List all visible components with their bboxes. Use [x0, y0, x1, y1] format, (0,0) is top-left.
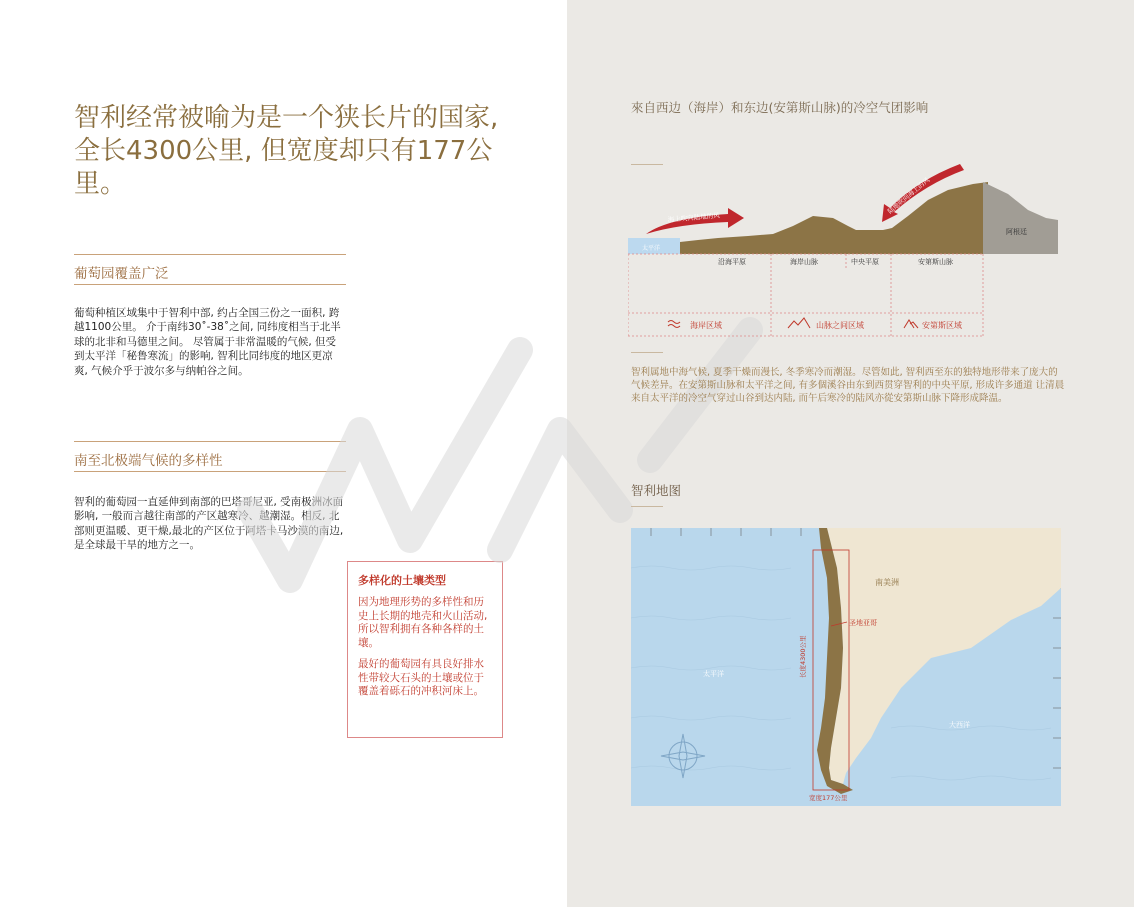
divider	[74, 284, 346, 285]
zone-label-coastal-plain: 沿海平原	[718, 258, 746, 266]
map-title-underline	[631, 506, 663, 507]
sea-label: 太平洋	[642, 245, 661, 252]
callout-heading: 多样化的土壤类型	[358, 574, 446, 587]
argentina-label: 阿根廷	[1006, 228, 1027, 236]
map-title: 智利地图	[631, 483, 682, 498]
wave-icon	[668, 321, 680, 328]
callout-paragraph-1: 因为地理形势的多样性和历史上长期的地壳和火山活动, 所以智利拥有各种各样的土壤。	[358, 596, 488, 649]
region-label-coast: 海岸区域	[690, 321, 722, 330]
section-body-vineyards: 葡萄种植区域集中于智利中部, 约占全国三份之一面积, 跨越1100公里。 介于南纬30˚-38˚之间, 同纬度相当于北半球的北非和马德里之间。 尽管属于非常温暖的气候, 但受到太平洋「秘鲁寒流」的影响, 智利比同纬度的地区更凉爽, 气候介乎于波尔多与纳帕谷之间。	[74, 307, 341, 377]
section-heading-climate: 南至北极端气候的多样性	[74, 453, 223, 469]
zone-label-andes: 安第斯山脉	[918, 258, 953, 266]
divider	[74, 254, 346, 255]
climate-paragraph: 智利属地中海气候, 夏季干燥而漫长, 冬季寒冷而潮湿。尽管如此, 智利西至东的独特地形带来了庞大的气候差异。在安第斯山脉和太平洋之间, 有多個溪谷由东到西贯穿智利的中央平原, 形成许多通道 让清晨来自太平洋的冷空气穿过山谷到达内陆, 而午后寒冷的陆风亦從安第斯山脉下降形成降温。	[631, 367, 1065, 404]
section-heading-vineyards: 葡萄园覆盖广泛	[74, 266, 169, 282]
region-label-between: 山脉之间区域	[816, 321, 864, 330]
chile-map	[631, 528, 1061, 806]
length-label: 长度4300公里	[799, 635, 807, 678]
callout-paragraph-2: 最好的葡萄园有具良好排水性带较大石头的土壤或位于覆盖着砾石的冲积河床上。	[358, 658, 484, 697]
page-title: 智利经常被喻为是一个狭长片的国家, 全长4300公里, 但宽度却只有177公里。	[74, 103, 499, 199]
south-america-label: 南美洲	[875, 578, 899, 587]
wind-label-west: 海上吹向陆地的风	[667, 211, 720, 224]
santiago-label: 圣地亚哥	[849, 619, 877, 627]
pacific-label: 太平洋	[703, 670, 724, 678]
region-label-andes: 安第斯区域	[922, 321, 962, 330]
zone-label-central-valley: 中央平原	[851, 258, 879, 266]
atlantic-label: 大西洋	[949, 721, 970, 729]
argentina-land	[983, 182, 1058, 254]
mountain-icon	[788, 318, 810, 328]
wind-label-east: 陆地吹向海上的风	[886, 175, 932, 216]
section-body-climate: 智利的葡萄园一直延伸到南部的巴塔哥尼亚, 受南极洲冰面影响, 一般而言越往南部的产区越寒冷、越潮湿。相反, 北部则更温暖、更干燥,最北的产区位于阿塔卡马沙漠的南边,是全球最干旱的地方之一。	[74, 496, 344, 552]
diagram-title: 來自西边（海岸）和东边(安第斯山脉)的冷空气团影响	[631, 100, 929, 115]
andes-icon	[904, 320, 918, 328]
terrain-cross-section-diagram	[628, 160, 1060, 340]
width-label: 宽度177公里	[809, 794, 848, 802]
zone-label-coastal-range: 海岸山脉	[790, 258, 818, 266]
divider	[631, 352, 663, 353]
